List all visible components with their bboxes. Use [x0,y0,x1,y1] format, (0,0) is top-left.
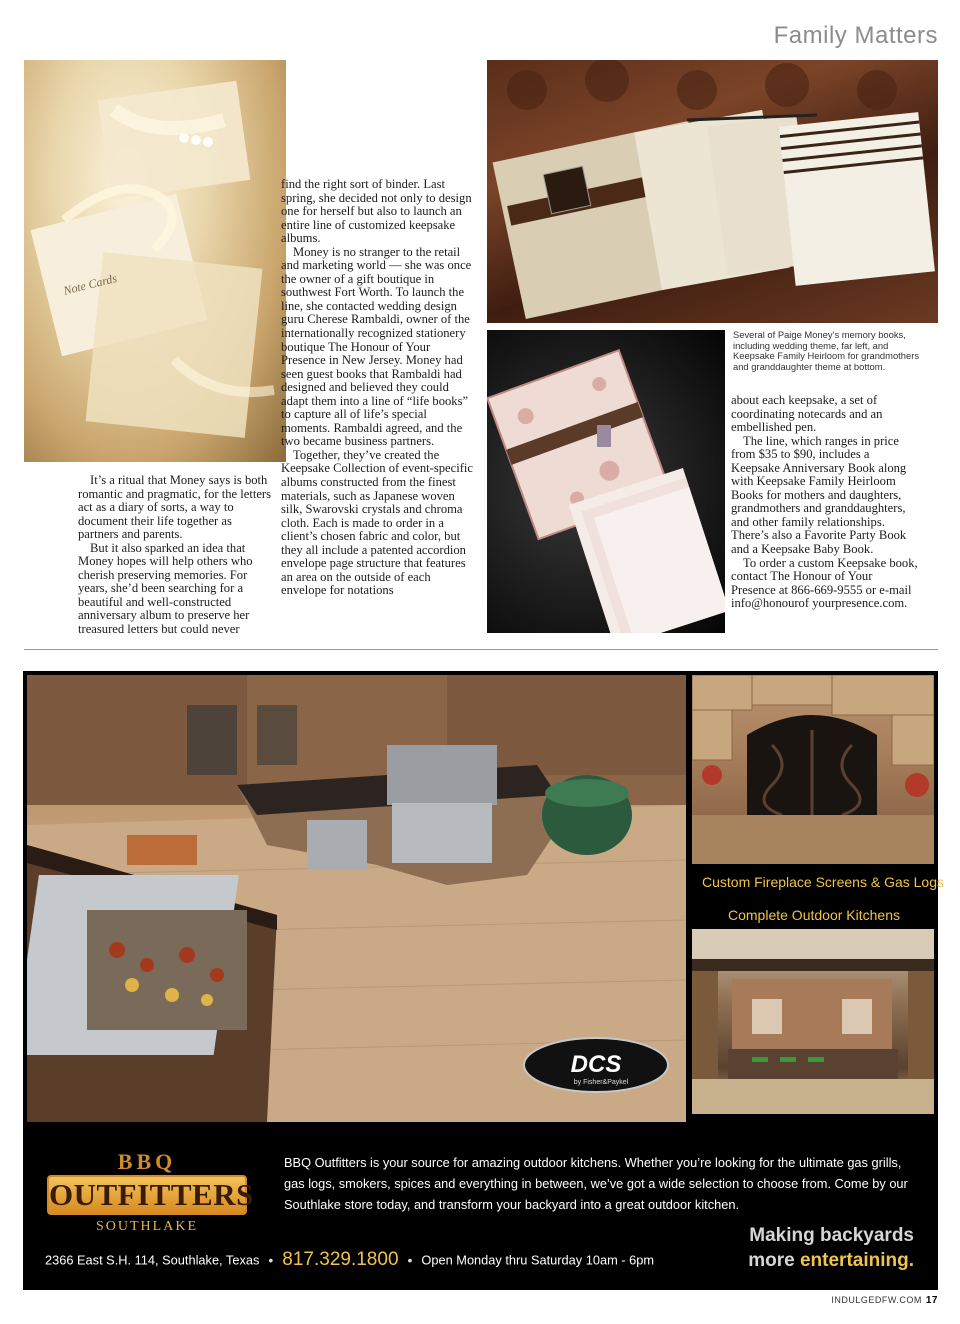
fireplace-photo [692,675,934,864]
svg-text:Note Cards: Note Cards [61,270,119,298]
paragraph: Money is no stranger to the retail and marketing world — she was once the owner of a gift boutique in southwest Fort Worth. To launch the line, she contacted wedding design guru Cherese Rambaldi, owner of the internationally recognized stationery boutique The Honour of Your Presence in New Jersey. Money had seen guest books that Rambaldi had designed and believed they could adapt them into a line of “life books” to capture all of life’s special moments. Rambaldi agreed, and the two became business partners. [281,244,472,449]
ad-contact-line [45,1249,654,1271]
article-column-3 [731,394,919,611]
page-number: 17 [925,1295,938,1306]
keepsake-album-photo [487,330,725,633]
notecards-photo [24,60,286,462]
memory-books-photo [487,60,938,323]
tagline-entertaining: entertaining. [799,1250,914,1271]
bbq-outfitters-ad [23,671,944,1290]
page-footer [831,1295,938,1306]
store-phone: 817.329.1800 [282,1249,399,1270]
dcs-logo [521,1035,671,1095]
store-address: 2366 East S.H. 114, Southlake, Texas [45,1252,260,1268]
bullet-separator: • [268,1252,274,1268]
article-column-1 [78,474,274,637]
kitchens-caption: Complete Outdoor Kitchens [728,907,900,923]
paragraph: about each keepsake, a set of coordinating notecards and an embellished pen. [731,393,883,435]
svg-text:by Fisher&Paykel: by Fisher&Paykel [573,1079,629,1086]
fireplace-caption: Custom Fireplace Screens & Gas Logs [702,874,944,890]
tagline-line-2 [748,1248,914,1273]
paragraph: To order a custom Keepsake book, contact The Honour of Your Presence at 866-669-9555 or e-mail info@honourof yourpresence.com. [731,555,918,611]
paragraph: It’s a ritual that Money says is both romantic and pragmatic, for the letters act as a diary of sorts, a way to document their life together as partners and parents. [78,473,272,542]
logo-bbq-text: BBQ [117,1149,177,1174]
paragraph: Together, they’ve created the Keepsake Collection of event-specific albums constructed from the finest materials, such as Japanese woven silk, Swarovski crystals and chroma cloth. Each is made to order in a client’s chosen fabric and color, but they all include a patented accordion envelope page structure that features an area on the outside of each envelope for notations [281,447,473,598]
bbq-outfitters-logo [47,1149,254,1241]
ad-body-copy: BBQ Outfitters is your source for amazing outdoor kitchens. Whether you’re looking for the ultimate gas grills, gas logs, smokers, spices and everything in between, we’ve got a wide selection to choose from. Come by our Southlake store today, and transform your backyard into a great outdoor kitchen. [284,1155,908,1212]
section-divider [24,649,938,650]
outdoor-kitchen-photo [27,675,686,1122]
outdoor-pavilion-photo [692,929,934,1114]
paragraph: find the right sort of binder. Last spring, she decided not only to design one for herself but also to launch an entire line of customized keepsake albums. [281,177,472,246]
ad-tagline [748,1223,914,1273]
section-title: Family Matters [773,22,938,49]
store-hours: Open Monday thru Saturday 10am - 6pm [421,1252,655,1268]
tagline-line-1: Making backyards [749,1225,914,1246]
paragraph: The line, which ranges in price from $35 to $90, includes a Keepsake Anniversary Book along with Keepsake Family Heirloom Books for mothers and daughters, grandmothers and granddaughters, and other family relationships. There’s also a Favorite Party Book and a Keepsake Baby Book. [731,433,907,557]
logo-location-text: SOUTHLAKE [96,1219,198,1234]
svg-text:DCS: DCS [570,1051,622,1078]
logo-main-text: OUTFITTERS [47,1175,247,1215]
tagline-more: more [748,1250,795,1271]
bullet-separator: • [407,1252,413,1268]
paragraph: But it also sparked an idea that Money hopes will help others who cherish preserving memories. For years, she’d been searching for a beautiful and well-constructed anniversary album to preserve her treasured letters but could never [78,540,253,637]
photo-caption: Several of Paige Money’s memory books, including wedding theme, far left, and Keepsake Family Heirloom for grandmothers and granddaughter theme at bottom. [733,329,920,372]
article-column-2 [281,178,476,598]
footer-site: INDULGEDFW.COM [831,1295,922,1305]
